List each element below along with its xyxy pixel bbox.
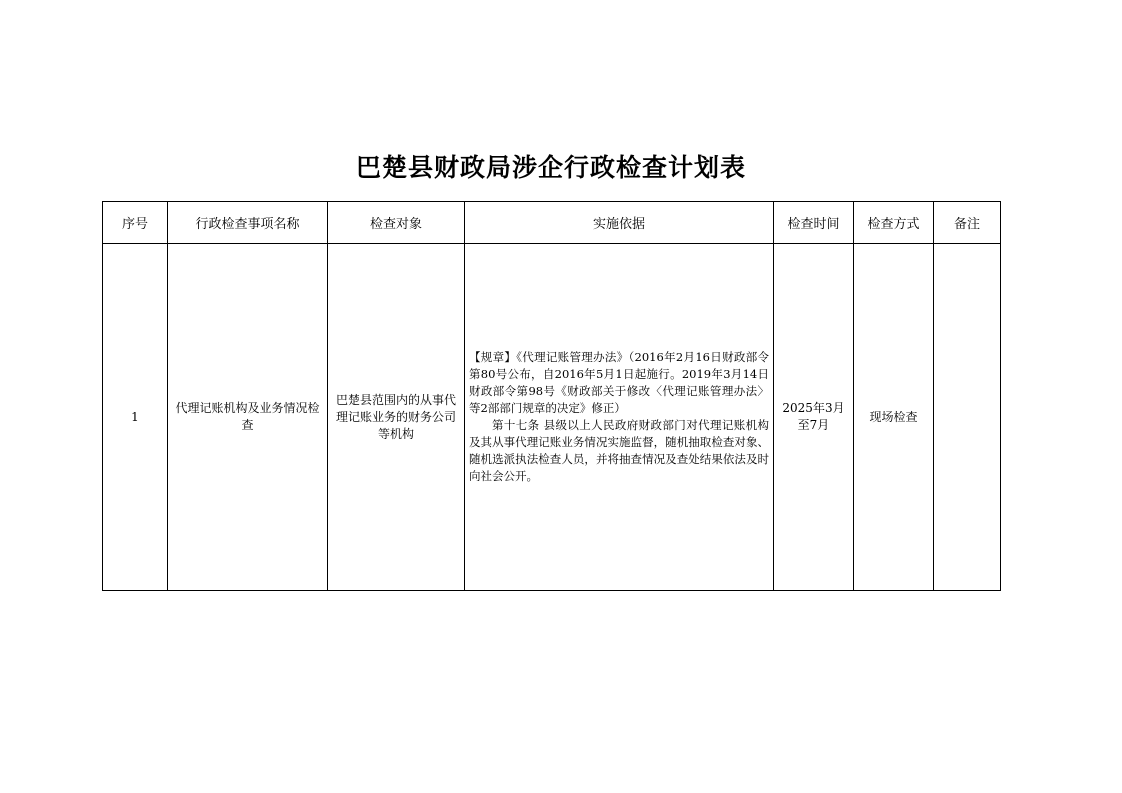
page-title: 巴楚县财政局涉企行政检查计划表: [355, 153, 746, 182]
header-method: 检查方式: [854, 202, 934, 244]
cell-item-name: [168, 244, 328, 591]
item-name-value: 代理记账机构及业务情况检查: [175, 401, 320, 432]
header-time: 检查时间: [774, 202, 854, 244]
header-remarks: 备注: [934, 202, 1001, 244]
cell-time: [774, 244, 854, 591]
header-item-name: 行政检查事项名称: [168, 202, 328, 244]
target-value: 巴楚县范围内的从事代理记账业务的财务公司等机构: [335, 392, 456, 441]
header-seq: 序号: [103, 202, 168, 244]
cell-seq: [103, 244, 168, 591]
cell-remarks: [934, 244, 1001, 591]
time-value: 2025年3月至7月: [782, 401, 845, 432]
header-basis: 实施依据: [465, 202, 774, 244]
header-target: 检查对象: [328, 202, 465, 244]
cell-method: [854, 244, 934, 591]
inspection-plan-table: [102, 201, 1001, 591]
table-row: [103, 244, 1001, 591]
basis-article: 第十七条 县级以上人民政府财政部门对代理记账机构及其从事代理记账业务情况实施监督，随机抽取检查对象、随机选派执法检查人员，并将抽查情况及查处结果依法及时向社会公开。: [469, 418, 769, 483]
seq-value: 1: [131, 409, 139, 424]
cell-basis: [465, 244, 774, 591]
method-value: 现场检查: [869, 409, 918, 424]
basis-regulation: 【规章】《代理记账管理办法》（2016年2月16日财政部令第80号公布，自2016年5月1日起施行。2019年3月14日财政部令第98号《财政部关于修改〈代理记账管理办法〉等2部部门规章的决定》修正）: [469, 350, 769, 415]
cell-target: [328, 244, 465, 591]
table-header-row: [103, 202, 1001, 244]
